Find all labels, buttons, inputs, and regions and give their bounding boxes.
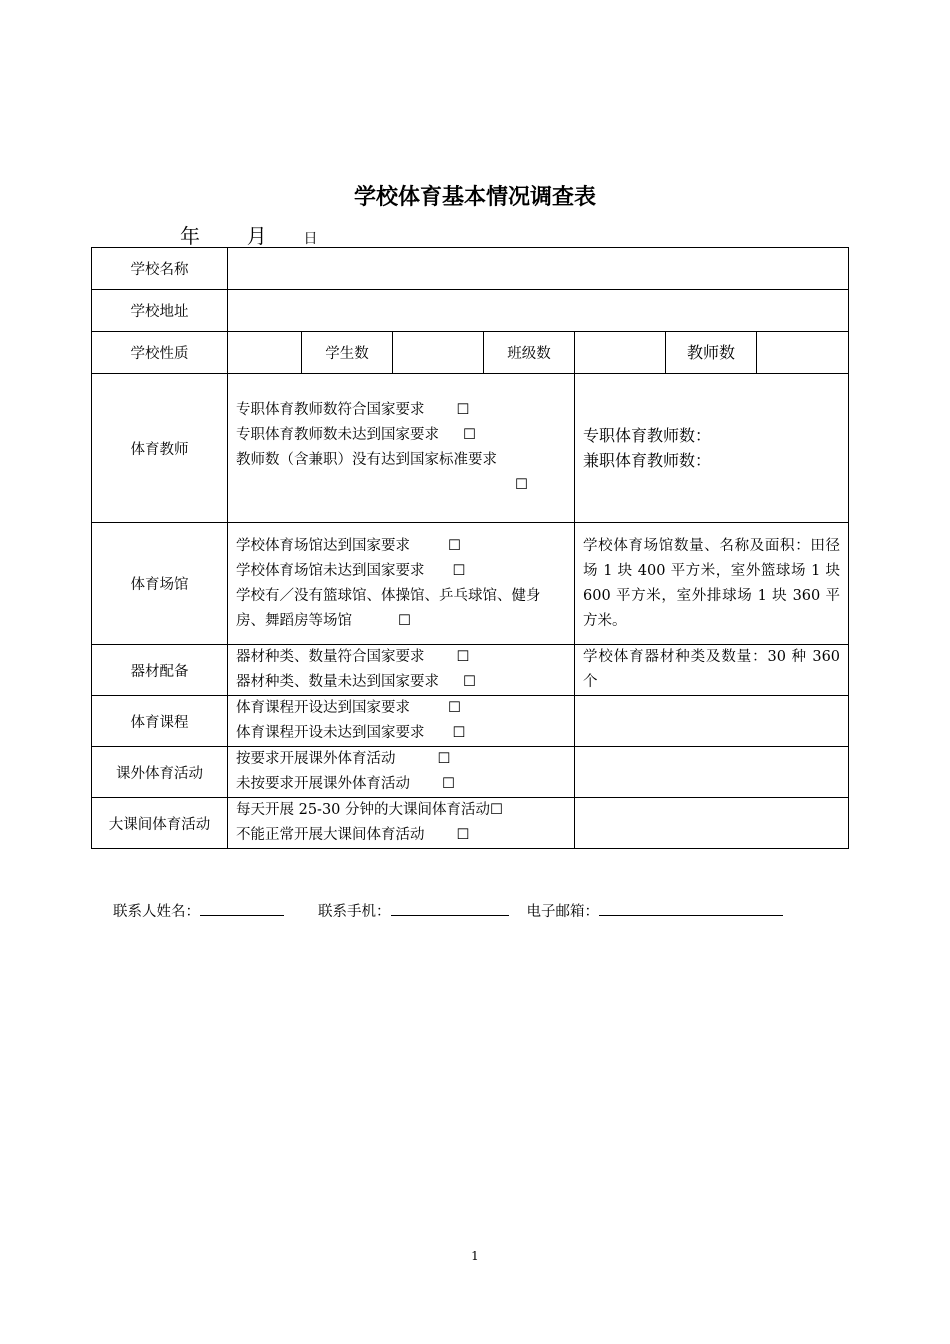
row-pe-teachers	[92, 374, 849, 523]
checkbox-icon[interactable]: ☐	[456, 649, 470, 665]
school-type-label: 学校性质	[92, 332, 228, 374]
checkbox-icon[interactable]: ☐	[437, 751, 451, 767]
fulltime-teachers-text: 专职体育教师数：	[583, 426, 712, 445]
recess-info	[575, 798, 849, 849]
option-item	[236, 473, 566, 498]
classes-field[interactable]	[575, 332, 666, 374]
students-field[interactable]	[393, 332, 484, 374]
date-year: 年	[180, 224, 200, 248]
date-day: 日	[303, 231, 318, 247]
row-courses	[92, 696, 849, 747]
parttime-teachers-text: 兼职体育教师数：	[583, 451, 712, 470]
courses-options	[228, 696, 575, 747]
teachers-cell	[666, 332, 849, 374]
row-school-address	[92, 290, 849, 332]
contact-phone-field[interactable]	[391, 899, 509, 916]
survey-table	[91, 247, 849, 849]
equipment-info: 学校体育器材种类及数量：30 种 360 个	[575, 645, 849, 696]
checkbox-icon[interactable]: ☐	[456, 402, 470, 418]
option-item: 专职体育教师数未达到国家要求 ☐	[236, 423, 566, 448]
extracurricular-info	[575, 747, 849, 798]
checkbox-icon[interactable]: ☐	[442, 776, 455, 792]
school-address-field[interactable]	[228, 290, 849, 332]
option-item: 不能正常开展大课间体育活动 ☐	[236, 823, 566, 848]
option-item: 未按要求开展课外体育活动 ☐	[236, 772, 566, 797]
contact-line	[113, 899, 783, 921]
teachers-label: 教师数	[666, 332, 757, 373]
checkbox-icon[interactable]: ☐	[448, 537, 461, 554]
equipment-label: 器材配备	[92, 645, 228, 696]
contact-name-field[interactable]	[200, 899, 284, 916]
row-extracurricular	[92, 747, 849, 798]
courses-info	[575, 696, 849, 747]
date-line	[180, 220, 317, 249]
checkbox-icon[interactable]: ☐	[448, 700, 461, 716]
equipment-options	[228, 645, 575, 696]
school-type-field[interactable]	[228, 332, 302, 374]
checkbox-icon[interactable]: ☐	[398, 612, 411, 629]
pe-teachers-info	[575, 374, 849, 523]
page-number: 1	[471, 1249, 479, 1263]
extracurricular-options	[228, 747, 575, 798]
option-item: 学校体育场馆达到国家要求 ☐	[236, 534, 566, 559]
row-venues	[92, 523, 849, 645]
pe-teachers-label: 体育教师	[92, 374, 228, 523]
recess-options	[228, 798, 575, 849]
row-school-type	[92, 332, 849, 374]
school-name-field[interactable]	[228, 248, 849, 290]
school-name-label: 学校名称	[92, 248, 228, 290]
pe-teachers-options	[228, 374, 575, 523]
row-equipment	[92, 645, 849, 696]
option-item: 专职体育教师数符合国家要求 ☐	[236, 398, 566, 423]
option-item: 教师数（含兼职）没有达到国家标准要求	[236, 452, 497, 468]
checkbox-icon[interactable]: ☐	[463, 674, 476, 690]
page-title: 学校体育基本情况调查表	[353, 184, 596, 210]
date-month: 月	[246, 224, 267, 248]
venues-info: 学校体育场馆数量、名称及面积：田径场 1 块 400 平方米，室外篮球场 1 块 600 平方米，室外排球场 1 块 360 平方米。	[575, 523, 849, 645]
row-school-name	[92, 248, 849, 290]
option-item: 学校体育场馆未达到国家要求 ☐	[236, 559, 566, 584]
option-item: 体育课程开设未达到国家要求 ☐	[236, 721, 566, 746]
recess-label: 大课间体育活动	[92, 798, 228, 849]
checkbox-icon[interactable]: ☐	[490, 802, 504, 818]
option-item: 按要求开展课外体育活动 ☐	[236, 747, 566, 772]
extracurricular-label: 课外体育活动	[92, 747, 228, 798]
contact-email-field[interactable]	[599, 899, 783, 916]
row-recess	[92, 798, 849, 849]
checkbox-icon[interactable]: ☐	[463, 427, 476, 443]
checkbox-icon[interactable]: ☐	[456, 827, 470, 843]
venues-label: 体育场馆	[92, 523, 228, 645]
classes-label: 班级数	[484, 332, 575, 374]
option-item: 体育课程开设达到国家要求 ☐	[236, 696, 566, 721]
checkbox-icon[interactable]: ☐	[452, 725, 466, 741]
contact-email-label: 电子邮箱：	[526, 904, 599, 920]
students-label: 学生数	[302, 332, 393, 374]
option-item: 器材种类、数量符合国家要求 ☐	[236, 645, 566, 670]
contact-name-label: 联系人姓名：	[113, 904, 200, 920]
checkbox-icon[interactable]: ☐	[515, 477, 528, 493]
school-address-label: 学校地址	[92, 290, 228, 332]
venues-options	[228, 523, 575, 645]
option-item: 器材种类、数量未达到国家要求 ☐	[236, 670, 566, 695]
option-item: 每天开展 25-30 分钟的大课间体育活动☐	[236, 798, 566, 823]
courses-label: 体育课程	[92, 696, 228, 747]
checkbox-icon[interactable]: ☐	[452, 562, 466, 579]
option-item: 学校有／没有篮球馆、体操馆、乒乓球馆、健身房、舞蹈房等场馆 ☐	[236, 584, 566, 634]
contact-phone-label: 联系手机：	[318, 904, 391, 920]
teachers-field[interactable]	[757, 332, 848, 373]
